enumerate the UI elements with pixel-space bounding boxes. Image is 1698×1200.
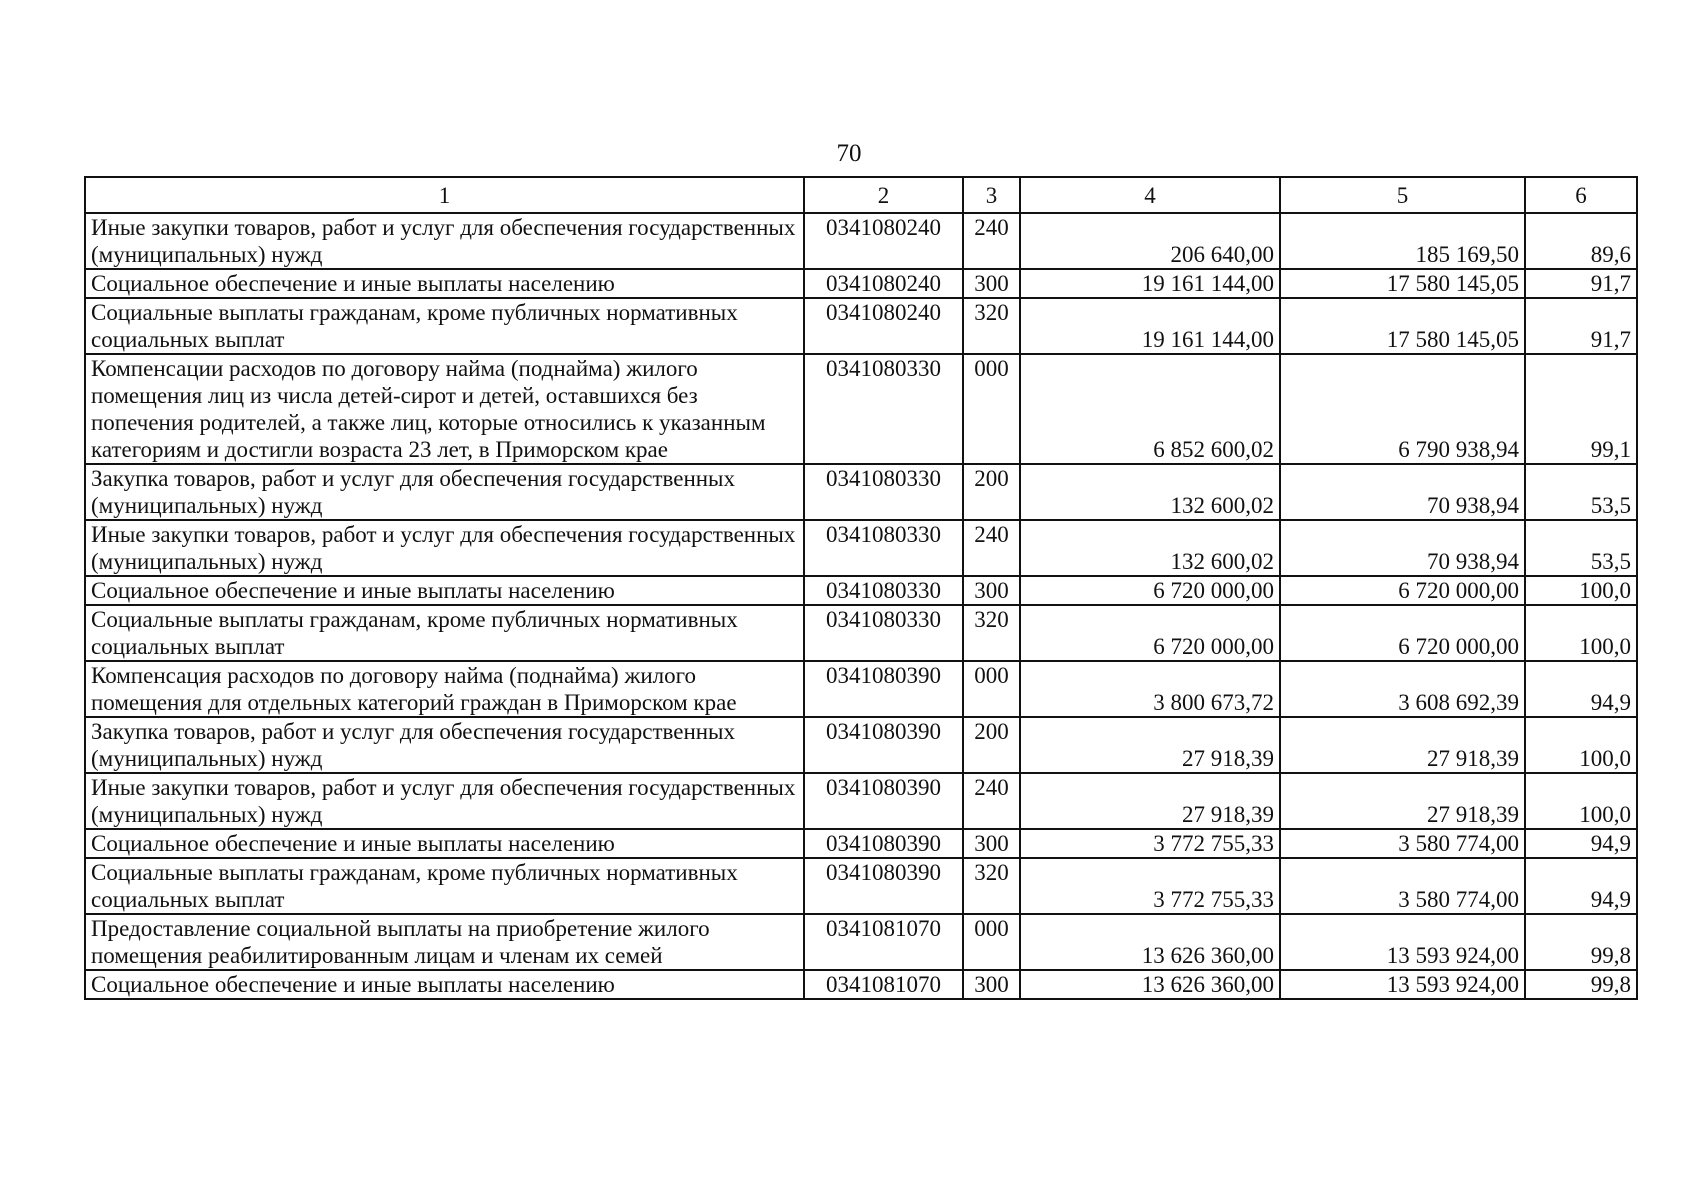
- row-fact-amount: 3 580 774,00: [1280, 858, 1525, 914]
- table-row: [85, 298, 1637, 354]
- column-header: 2: [804, 177, 963, 213]
- column-header: 1: [85, 177, 804, 213]
- row-percent: 94,9: [1525, 829, 1637, 858]
- row-plan-amount: 13 626 360,00: [1020, 914, 1280, 970]
- row-plan-amount: 19 161 144,00: [1020, 269, 1280, 298]
- row-percent: 99,1: [1525, 354, 1637, 464]
- row-fact-amount: 27 918,39: [1280, 717, 1525, 773]
- row-plan-amount: 132 600,02: [1020, 520, 1280, 576]
- row-expense-kind: 300: [963, 970, 1020, 999]
- table-row: [85, 576, 1637, 605]
- row-target-code: 0341080240: [804, 269, 963, 298]
- row-name: Предоставление социальной выплаты на приобретение жилого помещения реабилитированным лицам и членам их семей: [85, 914, 804, 970]
- row-target-code: 0341080330: [804, 354, 963, 464]
- row-target-code: 0341080390: [804, 773, 963, 829]
- column-header: 5: [1280, 177, 1525, 213]
- table-row: [85, 213, 1637, 269]
- row-expense-kind: 240: [963, 773, 1020, 829]
- row-name: Закупка товаров, работ и услуг для обеспечения государственных (муниципальных) нужд: [85, 464, 804, 520]
- row-percent: 99,8: [1525, 970, 1637, 999]
- row-target-code: 0341080330: [804, 520, 963, 576]
- row-fact-amount: 6 790 938,94: [1280, 354, 1525, 464]
- row-name: Социальное обеспечение и иные выплаты населению: [85, 576, 804, 605]
- row-plan-amount: 206 640,00: [1020, 213, 1280, 269]
- row-target-code: 0341080330: [804, 605, 963, 661]
- header-row: [85, 177, 1637, 213]
- row-target-code: 0341081070: [804, 970, 963, 999]
- row-name: Иные закупки товаров, работ и услуг для обеспечения государственных (муниципальных) нужд: [85, 213, 804, 269]
- page-number: 70: [836, 140, 862, 167]
- row-name: Социальные выплаты гражданам, кроме публичных нормативных социальных выплат: [85, 605, 804, 661]
- row-fact-amount: 6 720 000,00: [1280, 605, 1525, 661]
- row-name: Социальное обеспечение и иные выплаты населению: [85, 970, 804, 999]
- row-expense-kind: 320: [963, 858, 1020, 914]
- row-target-code: 0341080330: [804, 576, 963, 605]
- row-target-code: 0341081070: [804, 914, 963, 970]
- row-plan-amount: 6 852 600,02: [1020, 354, 1280, 464]
- row-name: Социальные выплаты гражданам, кроме публичных нормативных социальных выплат: [85, 858, 804, 914]
- table-row: [85, 914, 1637, 970]
- row-plan-amount: 3 800 673,72: [1020, 661, 1280, 717]
- table-row: [85, 829, 1637, 858]
- row-plan-amount: 19 161 144,00: [1020, 298, 1280, 354]
- row-expense-kind: 000: [963, 914, 1020, 970]
- table-row: [85, 269, 1637, 298]
- row-plan-amount: 6 720 000,00: [1020, 605, 1280, 661]
- row-percent: 94,9: [1525, 661, 1637, 717]
- row-target-code: 0341080390: [804, 858, 963, 914]
- row-target-code: 0341080390: [804, 829, 963, 858]
- row-plan-amount: 13 626 360,00: [1020, 970, 1280, 999]
- row-percent: 91,7: [1525, 298, 1637, 354]
- row-expense-kind: 320: [963, 298, 1020, 354]
- row-name: Социальное обеспечение и иные выплаты населению: [85, 269, 804, 298]
- row-name: Закупка товаров, работ и услуг для обеспечения государственных (муниципальных) нужд: [85, 717, 804, 773]
- row-percent: 100,0: [1525, 605, 1637, 661]
- column-header: 3: [963, 177, 1020, 213]
- row-plan-amount: 6 720 000,00: [1020, 576, 1280, 605]
- row-plan-amount: 27 918,39: [1020, 773, 1280, 829]
- row-name: Социальное обеспечение и иные выплаты населению: [85, 829, 804, 858]
- budget-table: [84, 176, 1638, 1000]
- row-expense-kind: 000: [963, 661, 1020, 717]
- row-fact-amount: 70 938,94: [1280, 520, 1525, 576]
- row-fact-amount: 3 608 692,39: [1280, 661, 1525, 717]
- table-row: [85, 858, 1637, 914]
- row-fact-amount: 13 593 924,00: [1280, 970, 1525, 999]
- table-row: [85, 773, 1637, 829]
- row-expense-kind: 320: [963, 605, 1020, 661]
- row-name: Компенсация расходов по договору найма (поднайма) жилого помещения для отдельных категорий граждан в Приморском крае: [85, 661, 804, 717]
- row-percent: 99,8: [1525, 914, 1637, 970]
- row-fact-amount: 17 580 145,05: [1280, 269, 1525, 298]
- row-expense-kind: 000: [963, 354, 1020, 464]
- row-name: Социальные выплаты гражданам, кроме публичных нормативных социальных выплат: [85, 298, 804, 354]
- row-expense-kind: 200: [963, 717, 1020, 773]
- table-row: [85, 520, 1637, 576]
- row-expense-kind: 300: [963, 829, 1020, 858]
- row-fact-amount: 27 918,39: [1280, 773, 1525, 829]
- row-percent: 91,7: [1525, 269, 1637, 298]
- row-fact-amount: 70 938,94: [1280, 464, 1525, 520]
- table-row: [85, 354, 1637, 464]
- row-fact-amount: 185 169,50: [1280, 213, 1525, 269]
- row-percent: 100,0: [1525, 717, 1637, 773]
- row-plan-amount: 3 772 755,33: [1020, 829, 1280, 858]
- row-expense-kind: 300: [963, 576, 1020, 605]
- row-percent: 53,5: [1525, 464, 1637, 520]
- column-header: 4: [1020, 177, 1280, 213]
- table-row: [85, 970, 1637, 999]
- table-row: [85, 464, 1637, 520]
- row-expense-kind: 240: [963, 520, 1020, 576]
- row-percent: 100,0: [1525, 576, 1637, 605]
- row-name: Компенсации расходов по договору найма (поднайма) жилого помещения лиц из числа детей-сирот и детей, оставшихся без попечения родителей, а также лиц, которые относились к указанным категориям и достигли возраста 23 лет, в Приморском крае: [85, 354, 804, 464]
- row-name: Иные закупки товаров, работ и услуг для обеспечения государственных (муниципальных) нужд: [85, 773, 804, 829]
- row-target-code: 0341080390: [804, 717, 963, 773]
- row-plan-amount: 27 918,39: [1020, 717, 1280, 773]
- row-plan-amount: 132 600,02: [1020, 464, 1280, 520]
- row-fact-amount: 3 580 774,00: [1280, 829, 1525, 858]
- table-row: [85, 661, 1637, 717]
- row-expense-kind: 240: [963, 213, 1020, 269]
- row-percent: 100,0: [1525, 773, 1637, 829]
- row-percent: 89,6: [1525, 213, 1637, 269]
- row-target-code: 0341080330: [804, 464, 963, 520]
- row-fact-amount: 13 593 924,00: [1280, 914, 1525, 970]
- row-expense-kind: 200: [963, 464, 1020, 520]
- row-target-code: 0341080240: [804, 213, 963, 269]
- row-name: Иные закупки товаров, работ и услуг для обеспечения государственных (муниципальных) нужд: [85, 520, 804, 576]
- column-header: 6: [1525, 177, 1637, 213]
- row-plan-amount: 3 772 755,33: [1020, 858, 1280, 914]
- row-target-code: 0341080390: [804, 661, 963, 717]
- table-row: [85, 605, 1637, 661]
- row-percent: 94,9: [1525, 858, 1637, 914]
- row-fact-amount: 6 720 000,00: [1280, 576, 1525, 605]
- row-fact-amount: 17 580 145,05: [1280, 298, 1525, 354]
- row-expense-kind: 300: [963, 269, 1020, 298]
- table-row: [85, 717, 1637, 773]
- row-target-code: 0341080240: [804, 298, 963, 354]
- row-percent: 53,5: [1525, 520, 1637, 576]
